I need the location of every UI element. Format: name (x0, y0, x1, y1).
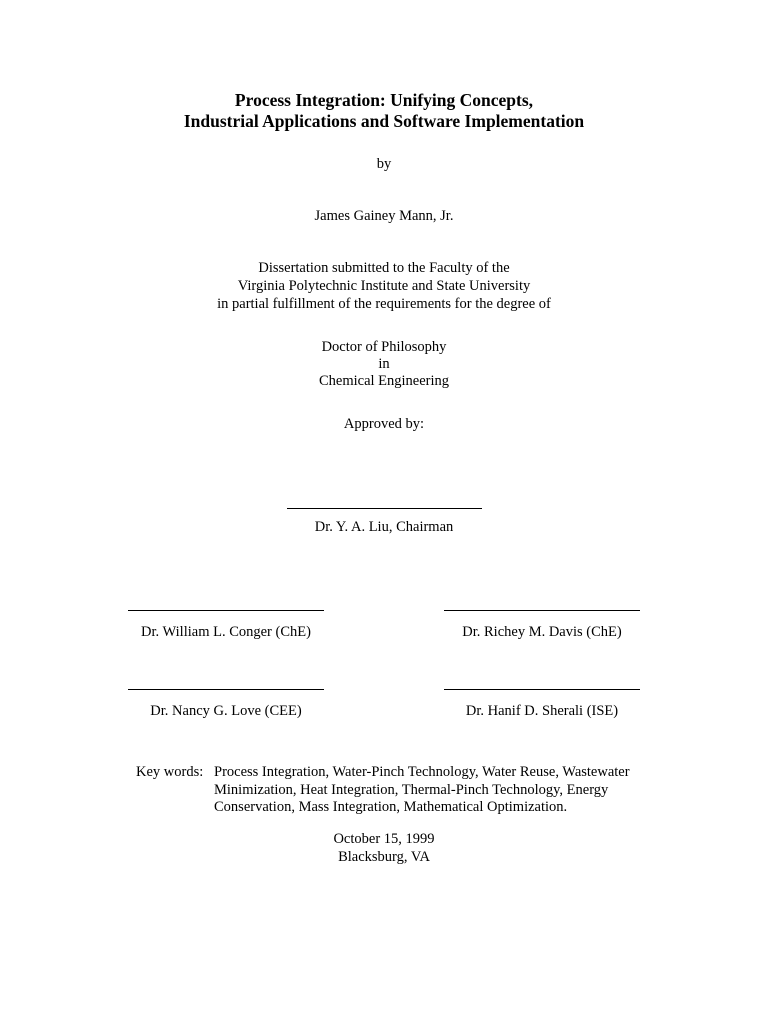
approved-by-text: Approved by: (343, 416, 425, 432)
signature-label-right-2: Dr. Hanif D. Sherali (ISE) (465, 703, 619, 719)
keywords-list (214, 764, 664, 817)
location-text: Blacksburg, VA (338, 849, 430, 865)
submission-line-3: in partial fulfillment of the requirements for the degree of (217, 296, 551, 312)
signature-line-left-1 (128, 610, 324, 611)
signature-label-chairman: Dr. Y. A. Liu, Chairman (314, 519, 454, 535)
submission-line-1: Dissertation submitted to the Faculty of the (258, 260, 510, 276)
signature-label-left-2: Dr. Nancy G. Love (CEE) (150, 703, 302, 719)
signature-line-chairman (287, 508, 482, 509)
title-line-1: Process Integration: Unifying Concepts, (234, 90, 534, 110)
degree-line-3: Chemical Engineering (318, 373, 450, 389)
keywords-line-2: Minimization, Heat Integration, Thermal-Pinch Technology, Energy (214, 781, 609, 798)
degree-line-1: Doctor of Philosophy (321, 339, 447, 355)
signature-line-right-1 (444, 610, 640, 611)
signature-line-right-2 (444, 689, 640, 690)
signature-label-right-1: Dr. Richey M. Davis (ChE) (462, 624, 622, 640)
keywords-line-1: Process Integration, Water-Pinch Technology, Water Reuse, Wastewater (214, 764, 630, 780)
submission-line-2: Virginia Polytechnic Institute and State University (237, 278, 531, 294)
keywords-line-3: Conservation, Mass Integration, Mathematical Optimization. (214, 799, 568, 815)
by-text: by (376, 156, 392, 172)
degree-line-2: in (378, 356, 390, 372)
signature-line-left-2 (128, 689, 324, 690)
signature-label-left-1: Dr. William L. Conger (ChE) (141, 624, 311, 640)
author-name: James Gainey Mann, Jr. (314, 208, 454, 224)
date-text: October 15, 1999 (333, 831, 435, 847)
title-line-2: Industrial Applications and Software Implementation (183, 111, 585, 131)
keywords-label: Key words: (136, 764, 204, 780)
